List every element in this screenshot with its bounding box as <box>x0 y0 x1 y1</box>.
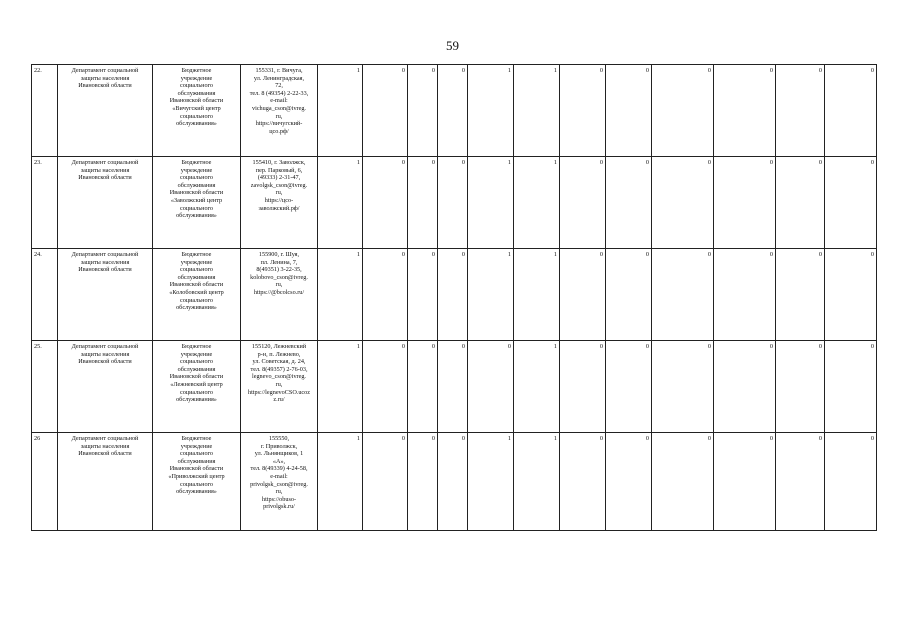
institution-cell-line: обслуживания <box>177 273 216 281</box>
institution-cell-line: учреждение <box>180 74 213 82</box>
department-cell-line: Департамент социальной <box>71 435 139 442</box>
address-cell <box>241 157 318 249</box>
department-cell <box>58 249 153 341</box>
value-cell: 0 <box>714 433 776 531</box>
institution-cell <box>153 433 241 531</box>
address-cell-line: ru, <box>275 112 283 120</box>
value-cell: 1 <box>514 157 560 249</box>
institution-cell-line: учреждение <box>180 258 213 266</box>
institution-cell <box>153 65 241 157</box>
value-cell: 1 <box>318 249 363 341</box>
value-cell: 1 <box>514 65 560 157</box>
value-cell: 0 <box>606 157 652 249</box>
value-cell: 1 <box>514 341 560 433</box>
address-cell-line: privolgsk_cson@ivreg. <box>250 480 308 488</box>
department-cell-line: Департамент социальной <box>71 67 139 74</box>
value-cell: 0 <box>408 433 438 531</box>
institution-cell-line: Ивановской области <box>169 465 224 473</box>
address-cell-line: 155410, г. Заволжск, <box>252 159 306 166</box>
institution-cell-line: обслуживания <box>177 365 216 373</box>
value-cell: 0 <box>825 433 877 531</box>
value-cell: 0 <box>776 65 825 157</box>
address-cell-line: пер. Парковый, 6, <box>255 166 303 174</box>
address-cell-line: 8(49351) 3-22-35, <box>256 266 302 274</box>
address-cell-line: legnevo_cson@ivreg. <box>252 373 306 381</box>
department-cell <box>58 433 153 531</box>
institution-cell-line: Бюджетное <box>181 251 212 258</box>
department-cell-line: Ивановской области <box>78 450 132 458</box>
address-cell-line: ru, <box>275 488 283 496</box>
row-number: 23. <box>32 157 58 249</box>
row-number: 26 <box>32 433 58 531</box>
value-cell: 1 <box>468 249 514 341</box>
institutions-table <box>31 64 877 531</box>
institution-cell-line: социального <box>179 266 214 274</box>
address-cell <box>241 65 318 157</box>
institution-cell-line: социального <box>179 450 214 458</box>
institution-cell-line: обслуживания» <box>176 488 217 496</box>
value-cell: 0 <box>408 157 438 249</box>
address-cell-line: https://вичугский- <box>255 120 303 128</box>
address-cell <box>241 341 318 433</box>
address-cell-line: (49333) 2-31-47, <box>257 174 301 182</box>
table-row <box>32 157 877 249</box>
department-cell-line: Ивановской области <box>78 82 132 90</box>
value-cell: 0 <box>560 433 606 531</box>
value-cell: 0 <box>825 157 877 249</box>
row-number: 25. <box>32 341 58 433</box>
address-cell-line: ул. Ленинградская, <box>253 74 305 82</box>
address-cell-line: https://legnevoCSO.ucoz <box>247 388 311 396</box>
institution-cell-line: обслуживания <box>177 89 216 97</box>
department-cell-line: Департамент социальной <box>71 343 139 350</box>
institution-cell-line: «Приволжский центр <box>168 472 225 480</box>
institution-cell <box>153 249 241 341</box>
address-cell-line: тел. 8 (49354) 2-22-33, <box>249 89 309 97</box>
value-cell: 0 <box>825 65 877 157</box>
value-cell: 1 <box>468 157 514 249</box>
institution-cell-line: Бюджетное <box>181 67 212 74</box>
value-cell: 1 <box>514 249 560 341</box>
address-cell-line: 72, <box>275 82 283 90</box>
address-cell <box>241 433 318 531</box>
value-cell: 0 <box>363 341 408 433</box>
value-cell: 0 <box>438 157 468 249</box>
institution-cell <box>153 341 241 433</box>
address-cell-line: https://obuso- <box>261 495 297 503</box>
department-cell-line: Ивановской области <box>78 266 132 274</box>
address-cell-line: kolobovo_cson@ivreg. <box>250 273 308 281</box>
address-cell-line: z.ru/ <box>273 396 285 404</box>
row-number: 24. <box>32 249 58 341</box>
value-cell: 0 <box>714 157 776 249</box>
department-cell-line: защиты населения <box>80 442 130 450</box>
address-cell-line: «А», <box>272 457 286 465</box>
value-cell: 0 <box>606 65 652 157</box>
institution-cell-line: обслуживания» <box>176 120 217 128</box>
institution-cell-line: социального <box>179 388 214 396</box>
value-cell: 0 <box>776 433 825 531</box>
value-cell: 0 <box>776 157 825 249</box>
department-cell-line: Ивановской области <box>78 358 132 366</box>
value-cell: 0 <box>606 433 652 531</box>
department-cell <box>58 65 153 157</box>
address-cell-line: заволжский.рф/ <box>258 204 300 212</box>
address-cell-line: vichuga_cson@ivreg. <box>252 104 306 112</box>
address-cell-line: пл. Ленина, 7, <box>260 258 298 266</box>
department-cell-line: Департамент социальной <box>71 159 139 166</box>
table-row <box>32 65 877 157</box>
address-cell-line: privolgsk.ru/ <box>263 503 295 511</box>
value-cell: 0 <box>606 341 652 433</box>
institution-cell-line: Ивановской области <box>169 189 224 197</box>
value-cell: 0 <box>438 65 468 157</box>
institution-cell-line: учреждение <box>180 442 213 450</box>
table-row <box>32 249 877 341</box>
value-cell: 0 <box>776 249 825 341</box>
value-cell: 0 <box>560 157 606 249</box>
value-cell: 1 <box>468 433 514 531</box>
institution-cell-line: обслуживания» <box>176 212 217 220</box>
value-cell: 0 <box>776 341 825 433</box>
value-cell: 1 <box>514 433 560 531</box>
address-cell-line: цсо.рф/ <box>269 127 289 135</box>
institution-cell-line: Ивановской области <box>169 373 224 381</box>
address-cell-line: ru, <box>275 281 283 289</box>
value-cell: 0 <box>652 249 714 341</box>
institution-cell-line: учреждение <box>180 350 213 358</box>
institution-cell-line: «Вичугский центр <box>172 104 221 112</box>
value-cell: 0 <box>652 65 714 157</box>
page-number: 59 <box>446 38 459 53</box>
value-cell: 0 <box>408 65 438 157</box>
value-cell: 0 <box>652 157 714 249</box>
address-cell-line: https://@bcolcso.ru/ <box>253 288 305 296</box>
institution-cell-line: социального <box>179 204 214 212</box>
institution-cell-line: социального <box>179 480 214 488</box>
value-cell: 1 <box>318 341 363 433</box>
institution-cell-line: социального <box>179 174 214 182</box>
institution-cell-line: социального <box>179 296 214 304</box>
value-cell: 0 <box>652 433 714 531</box>
value-cell: 0 <box>714 249 776 341</box>
institution-cell-line: «Колобовский центр <box>169 288 224 296</box>
department-cell-line: Ивановской области <box>78 174 132 182</box>
value-cell: 1 <box>318 433 363 531</box>
address-cell <box>241 249 318 341</box>
value-cell: 0 <box>363 433 408 531</box>
value-cell: 0 <box>714 65 776 157</box>
institution-cell-line: «Лежневский центр <box>170 380 223 388</box>
address-cell-line: https://цсо- <box>264 196 294 204</box>
address-cell-line: e-mail: <box>270 472 288 480</box>
value-cell: 0 <box>468 341 514 433</box>
institution-cell-line: Бюджетное <box>181 159 212 166</box>
address-cell-line: р-н, п. Лежнево, <box>257 350 301 358</box>
address-cell-line: ул. Советская, д. 24, <box>252 358 306 366</box>
address-cell-line: тел. 8(49357) 2-76-03, <box>250 365 308 373</box>
value-cell: 0 <box>363 157 408 249</box>
value-cell: 0 <box>363 65 408 157</box>
institution-cell-line: Бюджетное <box>181 435 212 442</box>
row-number: 22. <box>32 65 58 157</box>
value-cell: 0 <box>560 249 606 341</box>
value-cell: 0 <box>438 341 468 433</box>
department-cell-line: Департамент социальной <box>71 251 139 258</box>
value-cell: 0 <box>714 341 776 433</box>
value-cell: 0 <box>408 249 438 341</box>
value-cell: 0 <box>560 65 606 157</box>
institution-cell-line: обслуживания» <box>176 304 217 312</box>
value-cell: 1 <box>318 157 363 249</box>
address-cell-line: г. Приволжск, <box>260 442 298 450</box>
table-row <box>32 433 877 531</box>
institution-cell-line: социального <box>179 82 214 90</box>
address-cell-line: 155550, <box>268 435 290 442</box>
department-cell-line: защиты населения <box>80 166 130 174</box>
address-cell-line: ru, <box>275 380 283 388</box>
value-cell: 0 <box>438 249 468 341</box>
value-cell: 1 <box>318 65 363 157</box>
address-cell-line: 155900, г. Шуя, <box>258 251 300 258</box>
institution-cell <box>153 157 241 249</box>
value-cell: 0 <box>408 341 438 433</box>
address-cell-line: ru, <box>275 189 283 197</box>
institution-cell-line: обслуживания» <box>176 396 217 404</box>
address-cell-line: тел. 8(49339) 4-24-58, <box>250 465 308 473</box>
institution-cell-line: социального <box>179 358 214 366</box>
value-cell: 0 <box>560 341 606 433</box>
value-cell: 0 <box>606 249 652 341</box>
department-cell <box>58 341 153 433</box>
address-cell-line: 155331, г. Вичуга, <box>255 67 303 74</box>
department-cell-line: защиты населения <box>80 74 130 82</box>
value-cell: 0 <box>652 341 714 433</box>
value-cell: 0 <box>363 249 408 341</box>
value-cell: 0 <box>438 433 468 531</box>
address-cell-line: e-mail: <box>270 97 288 105</box>
institution-cell-line: «Заволжский центр <box>170 196 223 204</box>
value-cell: 0 <box>825 341 877 433</box>
address-cell-line: zavolgsk_cson@ivreg. <box>250 181 308 189</box>
institution-cell-line: Ивановской области <box>169 281 224 289</box>
address-cell-line: 155120, Лежневский <box>251 343 307 350</box>
institution-cell-line: учреждение <box>180 166 213 174</box>
department-cell <box>58 157 153 249</box>
value-cell: 0 <box>825 249 877 341</box>
institution-cell-line: Ивановской области <box>169 97 224 105</box>
institution-cell-line: социального <box>179 112 214 120</box>
address-cell-line: ул. Льнянщиков, 1 <box>254 450 304 458</box>
institution-cell-line: Бюджетное <box>181 343 212 350</box>
value-cell: 1 <box>468 65 514 157</box>
institution-cell-line: обслуживания <box>177 457 216 465</box>
department-cell-line: защиты населения <box>80 258 130 266</box>
table-row <box>32 341 877 433</box>
institution-cell-line: обслуживания <box>177 181 216 189</box>
department-cell-line: защиты населения <box>80 350 130 358</box>
